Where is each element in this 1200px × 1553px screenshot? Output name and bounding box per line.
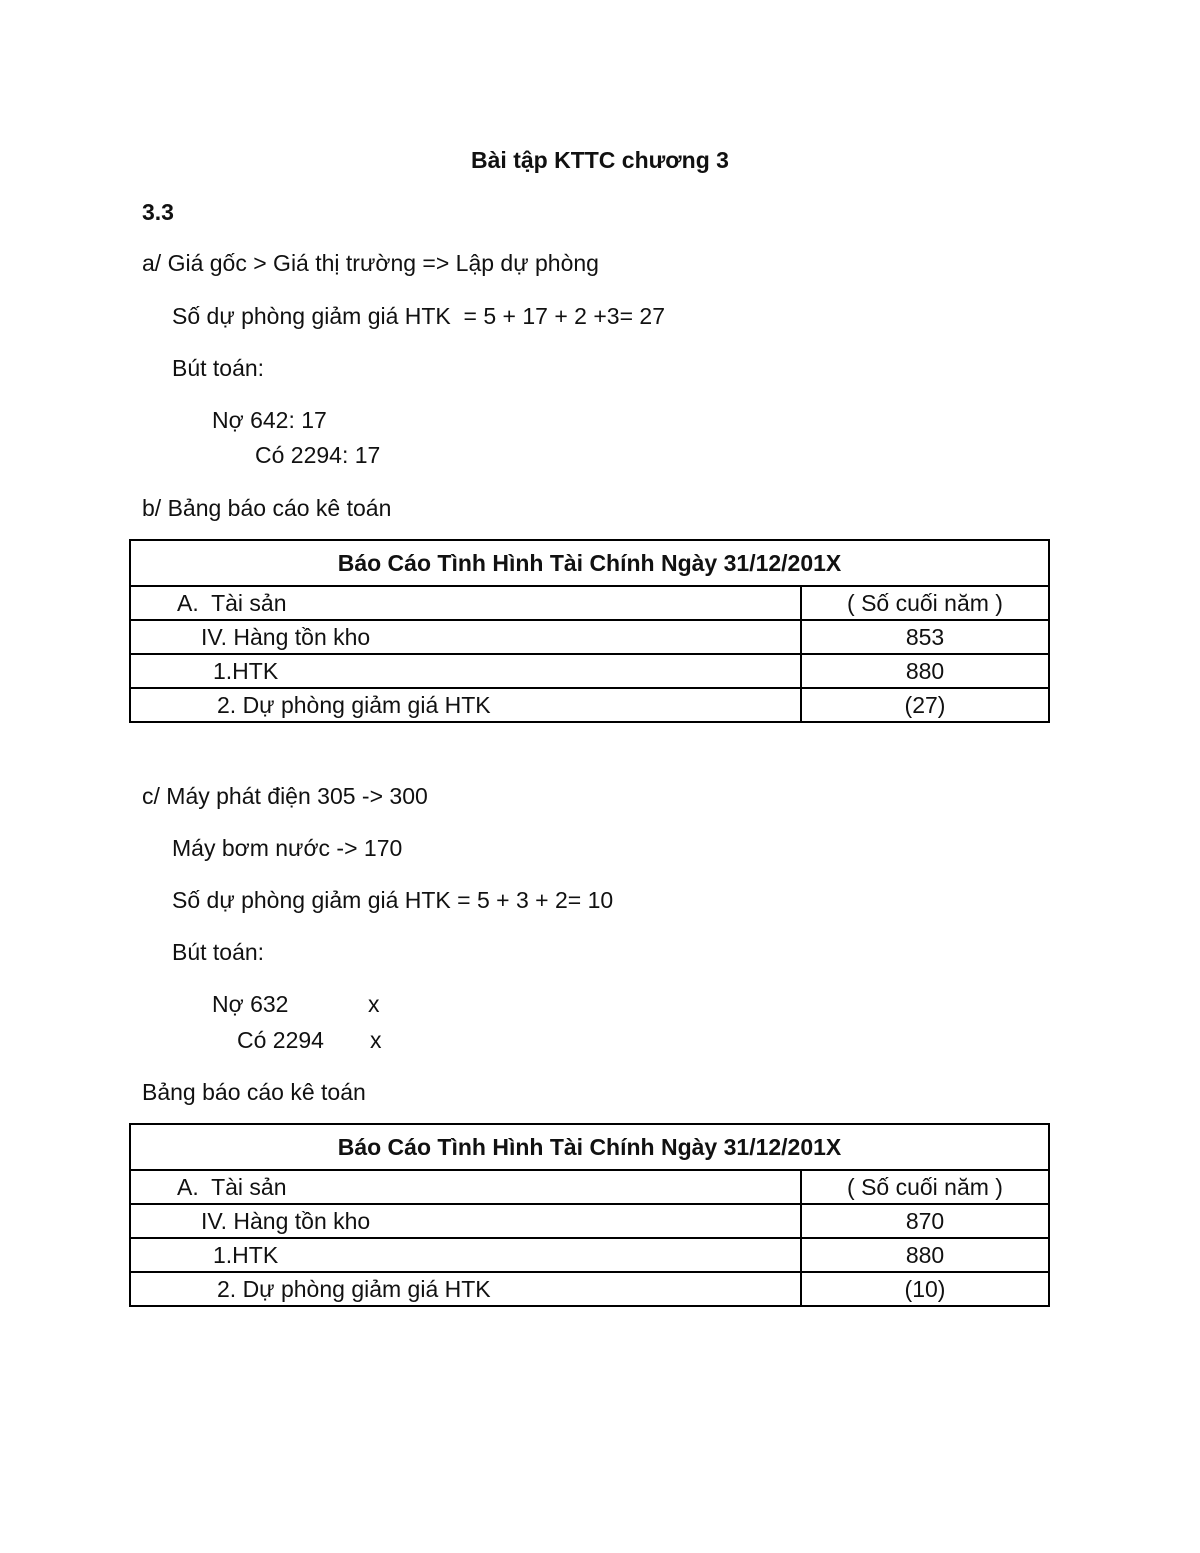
section-number: 3.3	[142, 199, 174, 225]
table-row	[130, 1204, 1049, 1238]
row-value: ( Số cuối năm )	[801, 1170, 1049, 1204]
table-row	[130, 1170, 1049, 1204]
table-header: Báo Cáo Tình Hình Tài Chính Ngày 31/12/201X	[130, 540, 1049, 586]
row-value: (27)	[801, 688, 1049, 722]
table-row	[130, 688, 1049, 722]
row-label: 2. Dự phòng giảm giá HTK	[130, 688, 801, 722]
part-a-credit: Có 2294: 17	[255, 442, 381, 468]
row-value: 853	[801, 620, 1049, 654]
part-c-debit-account: Nợ 632	[212, 991, 289, 1017]
row-label: 1.HTK	[130, 1238, 801, 1272]
report-table-c	[129, 1123, 1050, 1307]
part-a-entry-label: Bút toán:	[172, 355, 265, 381]
part-c-entry-label: Bút toán:	[172, 939, 265, 965]
row-label: IV. Hàng tồn kho	[130, 620, 801, 654]
row-value: ( Số cuối năm )	[801, 586, 1049, 620]
table-row	[130, 620, 1049, 654]
part-c-heading: c/ Máy phát điện 305 -> 300	[142, 783, 428, 809]
part-c-table-heading: Bảng báo cáo kê toán	[142, 1079, 366, 1105]
part-c-debit-amount: x	[368, 991, 380, 1017]
row-value: 880	[801, 1238, 1049, 1272]
row-value: 880	[801, 654, 1049, 688]
table-header-row	[130, 1124, 1049, 1170]
row-label: 1.HTK	[130, 654, 801, 688]
part-a-heading: a/ Giá gốc > Giá thị trường => Lập dự phòng	[142, 250, 599, 276]
row-value: (10)	[801, 1272, 1049, 1306]
part-c-credit-account: Có 2294	[237, 1027, 324, 1053]
part-c-credit-amount: x	[370, 1027, 382, 1053]
part-c-calculation: Số dự phòng giảm giá HTK = 5 + 3 + 2= 10	[172, 887, 614, 913]
table-row	[130, 1272, 1049, 1306]
part-b-heading: b/ Bảng báo cáo kê toán	[142, 495, 392, 521]
row-label: A. Tài sản	[130, 586, 801, 620]
table-header-row	[130, 540, 1049, 586]
row-label: IV. Hàng tồn kho	[130, 1204, 801, 1238]
table-row	[130, 586, 1049, 620]
table-row	[130, 654, 1049, 688]
row-label: A. Tài sản	[130, 1170, 801, 1204]
table-row	[130, 1238, 1049, 1272]
part-a-debit: Nợ 642: 17	[212, 407, 327, 433]
report-table-b	[129, 539, 1050, 723]
part-a-calculation: Số dự phòng giảm giá HTK = 5 + 17 + 2 +3= 27	[172, 303, 665, 329]
row-value: 870	[801, 1204, 1049, 1238]
table-header: Báo Cáo Tình Hình Tài Chính Ngày 31/12/201X	[130, 1124, 1049, 1170]
part-c-line2: Máy bơm nước -> 170	[172, 835, 403, 861]
document-title: Bài tập KTTC chương 3	[471, 147, 729, 173]
row-label: 2. Dự phòng giảm giá HTK	[130, 1272, 801, 1306]
